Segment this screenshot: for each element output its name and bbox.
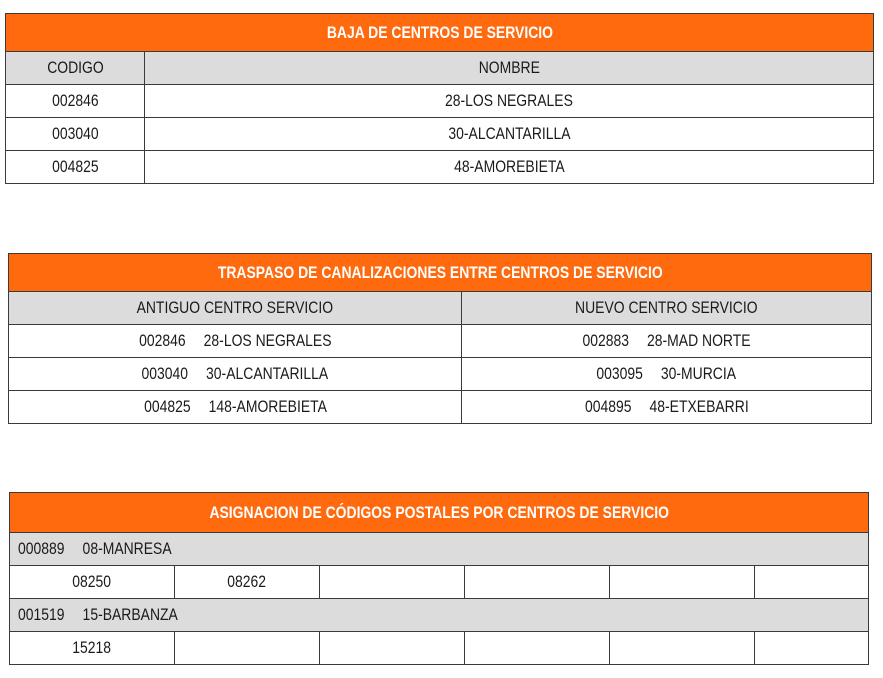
antiguo-nombre: 30-ALCANTARILLA (206, 364, 329, 383)
postal-cell: 15218 (72, 638, 112, 657)
nombre-cell: 28-LOS NEGRALES (445, 91, 573, 110)
baja-title-row (6, 14, 874, 52)
nuevo-header: NUEVO CENTRO SERVICIO (575, 298, 758, 317)
group-header-row (10, 599, 869, 632)
group-nombre: 15-BARBANZA (82, 605, 178, 624)
asignacion-table (9, 492, 869, 665)
baja-table (5, 13, 874, 184)
table-row (9, 325, 872, 358)
antiguo-codigo: 004825 (143, 397, 191, 416)
traspaso-table (8, 253, 872, 424)
group-header-row (10, 533, 869, 566)
postal-row (10, 566, 869, 599)
group-nombre: 08-MANRESA (82, 539, 172, 558)
antiguo-nombre: 148-AMOREBIETA (208, 397, 327, 416)
antiguo-header: ANTIGUO CENTRO SERVICIO (136, 298, 334, 317)
nombre-cell: 48-AMOREBIETA (453, 157, 565, 176)
traspaso-title-row (9, 254, 872, 292)
table-row (6, 118, 874, 151)
table-row (9, 358, 872, 391)
postal-row (10, 632, 869, 665)
traspaso-header-row (9, 292, 872, 325)
baja-header-row (6, 52, 874, 85)
nombre-header: NOMBRE (478, 58, 540, 77)
codigo-cell: 003040 (51, 124, 99, 143)
asignacion-title-row (10, 493, 869, 533)
postal-cell: 08250 (72, 572, 112, 591)
group-codigo: 001519 (18, 605, 65, 624)
group-codigo: 000889 (18, 539, 65, 558)
antiguo-nombre: 28-LOS NEGRALES (203, 331, 332, 350)
codigo-cell: 004825 (51, 157, 99, 176)
nuevo-nombre: 28-MAD NORTE (647, 331, 751, 350)
nuevo-codigo: 004895 (584, 397, 632, 416)
nombre-cell: 30-ALCANTARILLA (447, 124, 571, 143)
codigo-cell: 002846 (51, 91, 99, 110)
baja-title: BAJA DE CENTROS DE SERVICIO (326, 22, 553, 42)
nuevo-codigo: 002883 (582, 331, 629, 350)
table-row (6, 85, 874, 118)
asignacion-title: ASIGNACION DE CÓDIGOS POSTALES POR CENTROS DE SERVICIO (209, 502, 669, 522)
nuevo-codigo: 003095 (596, 364, 644, 383)
nuevo-nombre: 48-ETXEBARRI (649, 397, 749, 416)
postal-cell: 08262 (227, 572, 267, 591)
antiguo-codigo: 002846 (138, 331, 186, 350)
traspaso-title: TRASPASO DE CANALIZACIONES ENTRE CENTROS DE SERVICIO (217, 262, 663, 282)
antiguo-codigo: 003040 (141, 364, 189, 383)
table-row (6, 151, 874, 184)
table-row (9, 391, 872, 424)
nuevo-nombre: 30-MURCIA (661, 364, 737, 383)
codigo-header: CODIGO (46, 58, 104, 77)
